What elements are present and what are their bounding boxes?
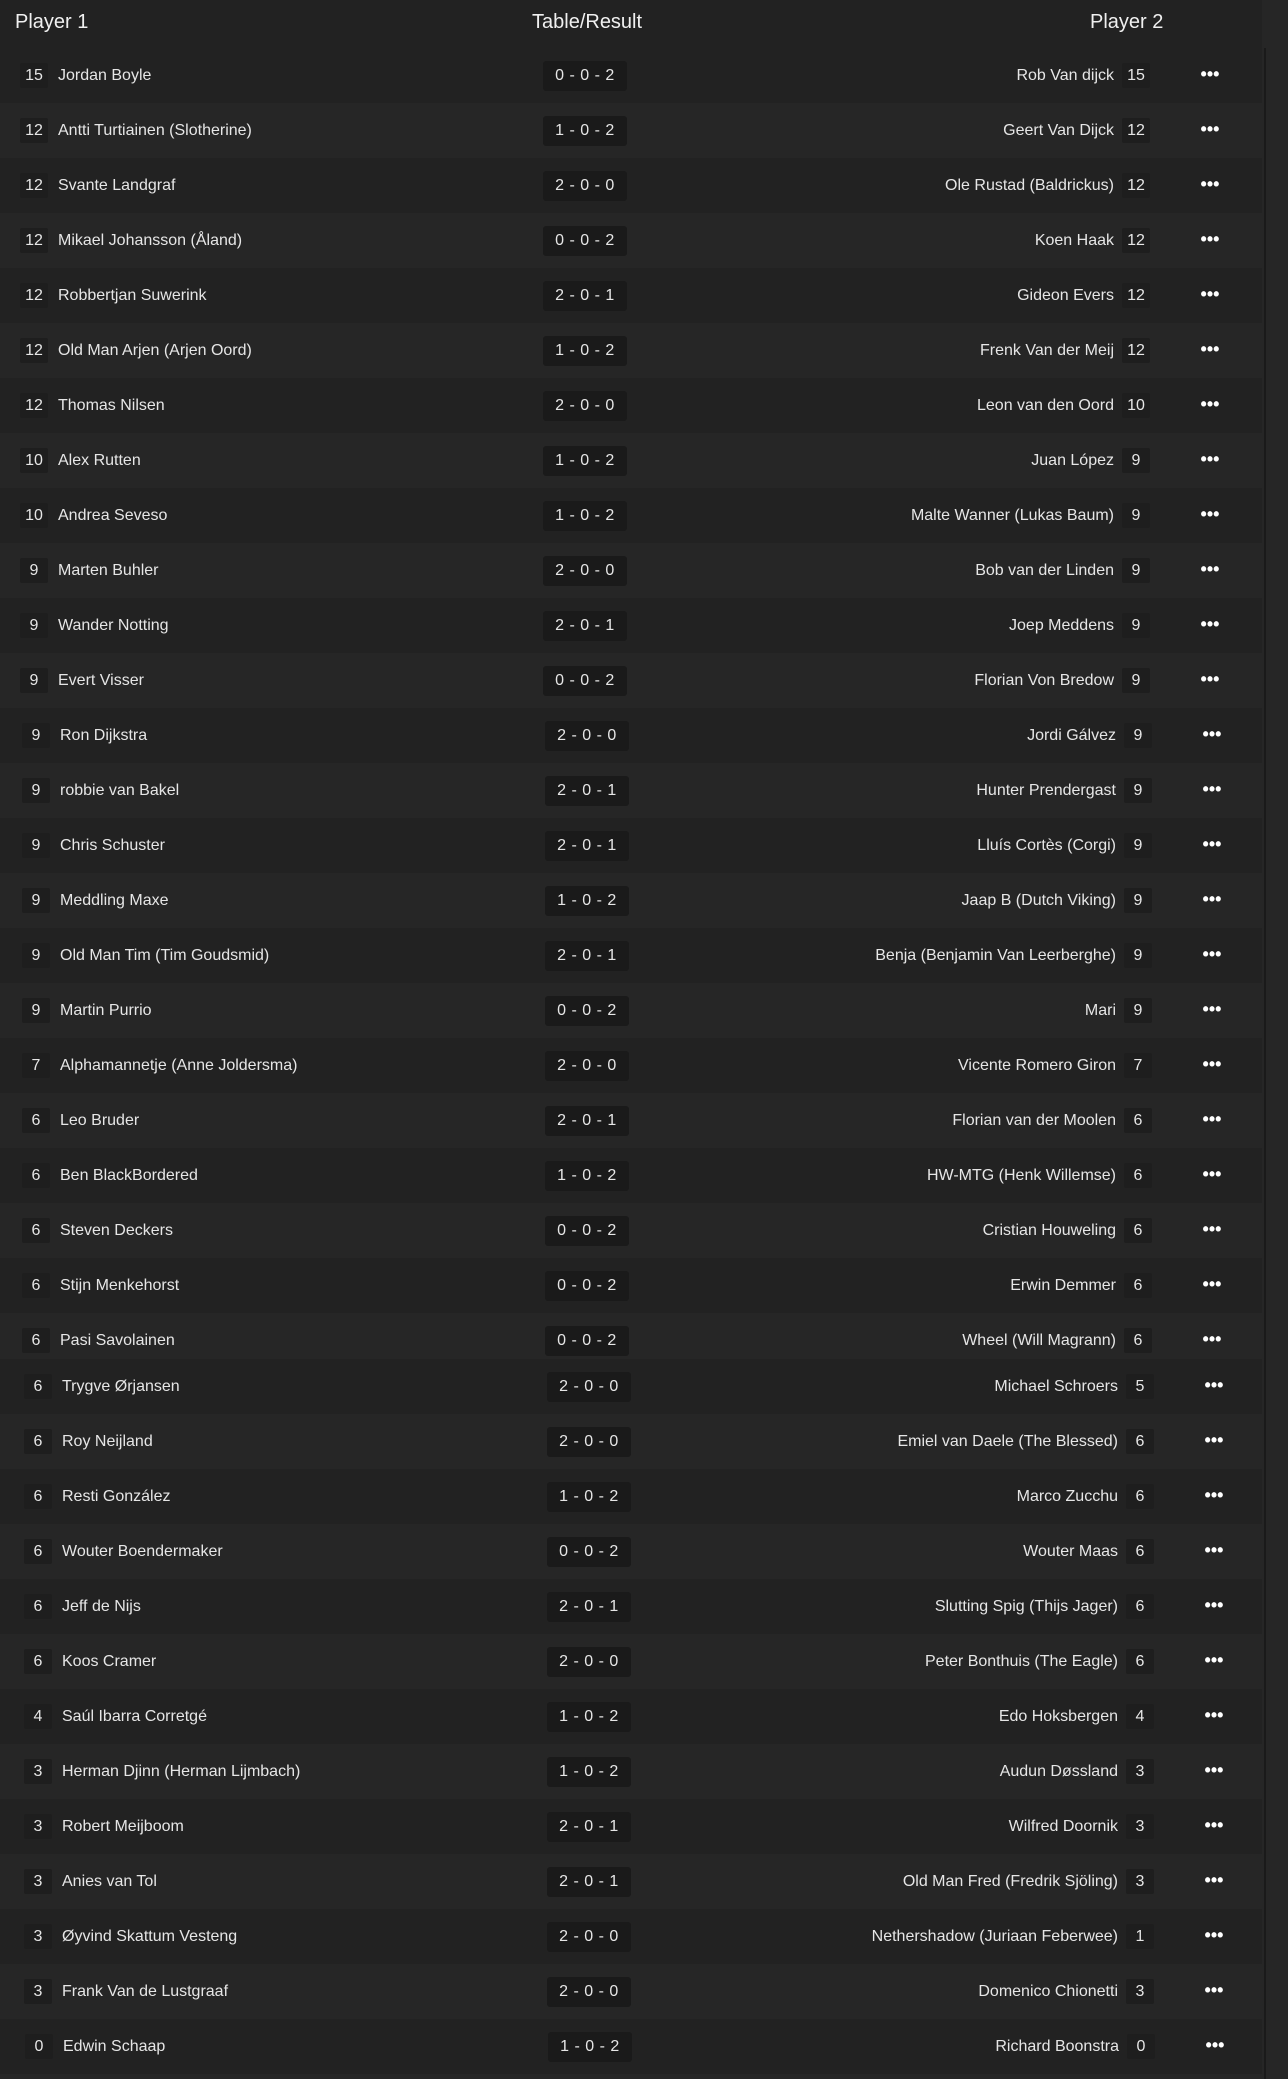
player2-name: Geert Van Dijck bbox=[1003, 122, 1114, 139]
more-options-icon[interactable]: ••• bbox=[1204, 1430, 1224, 1450]
match-result: 1 - 0 - 2 bbox=[545, 1161, 629, 1191]
table-row bbox=[0, 1634, 1262, 1689]
match-result: 2 - 0 - 0 bbox=[547, 1922, 631, 1952]
player2-points: 1 bbox=[1126, 1924, 1154, 1949]
player2-points: 6 bbox=[1124, 1328, 1152, 1353]
match-result: 1 - 0 - 2 bbox=[543, 501, 627, 531]
player1-name: Koos Cramer bbox=[62, 1653, 157, 1670]
match-result: 2 - 0 - 1 bbox=[543, 611, 627, 641]
player2-name: Michael Schroers bbox=[994, 1378, 1118, 1395]
table-row bbox=[0, 378, 1262, 433]
table-row bbox=[0, 1744, 1262, 1799]
player2-name: Florian van der Moolen bbox=[952, 1112, 1116, 1129]
player1-points: 10 bbox=[20, 503, 48, 528]
player2-name: Marco Zucchu bbox=[1016, 1488, 1118, 1505]
table-row bbox=[0, 48, 1262, 103]
player1-points: 6 bbox=[24, 1594, 52, 1619]
table-row bbox=[0, 873, 1262, 928]
player1-name: Wander Notting bbox=[58, 617, 169, 634]
player1-name: Old Man Arjen (Arjen Oord) bbox=[58, 342, 252, 359]
match-result: 2 - 0 - 1 bbox=[545, 941, 629, 971]
player1-name: Anies van Tol bbox=[62, 1873, 157, 1890]
player2-name: Ole Rustad (Baldrickus) bbox=[945, 177, 1114, 194]
player1-name: Alphamannetje (Anne Joldersma) bbox=[60, 1057, 298, 1074]
match-result: 2 - 0 - 0 bbox=[547, 1647, 631, 1677]
player1-points: 3 bbox=[24, 1979, 52, 2004]
player1-name: Martin Purrio bbox=[60, 1002, 152, 1019]
player2-points: 9 bbox=[1122, 503, 1150, 528]
player2-name: Lluís Cortès (Corgi) bbox=[977, 837, 1116, 854]
player2-name: Emiel van Daele (The Blessed) bbox=[897, 1433, 1118, 1450]
player1-points: 10 bbox=[20, 448, 48, 473]
pairings-section bbox=[0, 708, 1262, 1368]
table-row bbox=[0, 1203, 1262, 1258]
player2-name: Audun Døssland bbox=[999, 1763, 1118, 1780]
more-options-icon[interactable]: ••• bbox=[1200, 394, 1220, 414]
player2-points: 6 bbox=[1126, 1649, 1154, 1674]
match-result: 0 - 0 - 2 bbox=[543, 666, 627, 696]
player2-name: Old Man Fred (Fredrik Sjöling) bbox=[902, 1873, 1118, 1890]
player1-name: Stijn Menkehorst bbox=[60, 1277, 180, 1294]
more-options-icon[interactable]: ••• bbox=[1200, 449, 1220, 469]
player1-name: Ben BlackBordered bbox=[60, 1167, 198, 1184]
player1-name: Thomas Nilsen bbox=[58, 397, 165, 414]
player2-points: 7 bbox=[1124, 1053, 1152, 1078]
table-row bbox=[0, 818, 1262, 873]
table-row bbox=[0, 1148, 1262, 1203]
player1-points: 6 bbox=[24, 1539, 52, 1564]
player1-name: Mikael Johansson (Åland) bbox=[58, 232, 243, 249]
more-options-icon[interactable]: ••• bbox=[1200, 284, 1220, 304]
player1-points: 9 bbox=[22, 888, 50, 913]
table-row bbox=[0, 1689, 1262, 1744]
player2-name: Jaap B (Dutch Viking) bbox=[961, 892, 1116, 909]
table-row bbox=[0, 268, 1262, 323]
player1-name: robbie van Bakel bbox=[60, 782, 180, 799]
player1-points: 6 bbox=[22, 1273, 50, 1298]
player2-points: 9 bbox=[1124, 723, 1152, 748]
player1-points: 3 bbox=[24, 1814, 52, 1839]
more-options-icon[interactable]: ••• bbox=[1204, 1815, 1224, 1835]
player2-points: 12 bbox=[1122, 283, 1150, 308]
table-row bbox=[0, 708, 1262, 763]
match-result: 2 - 0 - 1 bbox=[545, 831, 629, 861]
more-options-icon[interactable]: ••• bbox=[1204, 1760, 1224, 1780]
match-result: 2 - 0 - 0 bbox=[543, 171, 627, 201]
player2-points: 6 bbox=[1124, 1218, 1152, 1243]
player2-points: 6 bbox=[1124, 1273, 1152, 1298]
more-options-icon[interactable]: ••• bbox=[1202, 944, 1222, 964]
table-row bbox=[0, 653, 1262, 708]
player1-points: 6 bbox=[22, 1218, 50, 1243]
more-options-icon[interactable]: ••• bbox=[1202, 724, 1222, 744]
player1-name: Herman Djinn (Herman Lijmbach) bbox=[62, 1763, 301, 1780]
match-result: 1 - 0 - 2 bbox=[548, 2032, 632, 2062]
player2-points: 15 bbox=[1122, 63, 1150, 88]
player1-points: 9 bbox=[20, 613, 48, 638]
player1-name: Old Man Tim (Tim Goudsmid) bbox=[60, 947, 270, 964]
more-options-icon[interactable]: ••• bbox=[1204, 1705, 1224, 1725]
match-result: 2 - 0 - 0 bbox=[547, 1977, 631, 2007]
player2-name: Koen Haak bbox=[1034, 232, 1114, 249]
table-row bbox=[0, 213, 1262, 268]
player1-points: 6 bbox=[24, 1374, 52, 1399]
player1-points: 9 bbox=[22, 998, 50, 1023]
player2-points: 9 bbox=[1124, 778, 1152, 803]
player2-name: Wouter Maas bbox=[1023, 1543, 1118, 1560]
match-result: 2 - 0 - 1 bbox=[547, 1812, 631, 1842]
player1-points: 4 bbox=[24, 1704, 52, 1729]
player2-name: Slutting Spig (Thijs Jager) bbox=[934, 1598, 1118, 1615]
player1-name: Trygve Ørjansen bbox=[62, 1378, 180, 1395]
match-result: 0 - 0 - 2 bbox=[543, 226, 627, 256]
more-options-icon[interactable]: ••• bbox=[1200, 339, 1220, 359]
table-row bbox=[0, 1469, 1262, 1524]
more-options-icon[interactable]: ••• bbox=[1202, 1274, 1222, 1294]
pairings-section bbox=[0, 48, 1262, 708]
table-row bbox=[0, 433, 1262, 488]
player1-points: 6 bbox=[24, 1484, 52, 1509]
more-options-icon[interactable]: ••• bbox=[1204, 1485, 1224, 1505]
match-result: 0 - 0 - 2 bbox=[545, 1271, 629, 1301]
player1-name: Svante Landgraf bbox=[58, 177, 176, 194]
table-row bbox=[0, 983, 1262, 1038]
more-options-icon[interactable]: ••• bbox=[1200, 119, 1220, 139]
player2-name: Richard Boonstra bbox=[995, 2038, 1119, 2055]
player1-points: 6 bbox=[22, 1328, 50, 1353]
player1-name: Marten Buhler bbox=[58, 562, 159, 579]
more-options-icon[interactable]: ••• bbox=[1202, 834, 1222, 854]
match-result: 2 - 0 - 1 bbox=[545, 1106, 629, 1136]
player1-name: Alex Rutten bbox=[58, 452, 141, 469]
player2-name: Bob van der Linden bbox=[975, 562, 1114, 579]
player1-name: Edwin Schaap bbox=[63, 2038, 166, 2055]
pairings-section bbox=[0, 2019, 1262, 2079]
table-row bbox=[0, 1038, 1262, 1093]
player2-name: Nethershadow (Juriaan Feberwee) bbox=[871, 1928, 1118, 1945]
player2-points: 10 bbox=[1122, 393, 1150, 418]
more-options-icon[interactable]: ••• bbox=[1202, 779, 1222, 799]
player2-name: Frenk Van der Meij bbox=[980, 342, 1114, 359]
table-row bbox=[0, 158, 1262, 213]
player2-points: 0 bbox=[1127, 2034, 1155, 2059]
table-row bbox=[0, 2019, 1262, 2074]
table-row bbox=[0, 928, 1262, 983]
player2-name: HW-MTG (Henk Willemse) bbox=[926, 1167, 1116, 1184]
match-result: 1 - 0 - 2 bbox=[547, 1702, 631, 1732]
match-result: 2 - 0 - 0 bbox=[543, 556, 627, 586]
player1-points: 6 bbox=[22, 1108, 50, 1133]
player1-name: Roy Neijland bbox=[62, 1433, 153, 1450]
player1-name: Antti Turtiainen (Slotherine) bbox=[58, 122, 252, 139]
table-row bbox=[0, 488, 1262, 543]
table-row bbox=[0, 1258, 1262, 1313]
player2-name: Gideon Evers bbox=[1017, 287, 1114, 304]
player2-points: 6 bbox=[1126, 1484, 1154, 1509]
player2-name: Joep Meddens bbox=[1009, 617, 1114, 634]
player2-points: 5 bbox=[1126, 1374, 1154, 1399]
player2-name: Florian Von Bredow bbox=[974, 672, 1114, 689]
player2-name: Erwin Demmer bbox=[1010, 1277, 1116, 1294]
match-result: 2 - 0 - 0 bbox=[545, 721, 629, 751]
player1-points: 3 bbox=[24, 1759, 52, 1784]
table-header bbox=[0, 0, 1262, 48]
player1-name: Saúl Ibarra Corretgé bbox=[62, 1708, 207, 1725]
player2-name: Peter Bonthuis (The Eagle) bbox=[925, 1653, 1118, 1670]
table-row bbox=[0, 1579, 1262, 1634]
table-row bbox=[0, 1524, 1262, 1579]
player1-points: 12 bbox=[20, 338, 48, 363]
player2-points: 6 bbox=[1126, 1429, 1154, 1454]
player2-name: Wilfred Doornik bbox=[1008, 1818, 1118, 1835]
player1-name: Steven Deckers bbox=[60, 1222, 173, 1239]
player1-points: 0 bbox=[25, 2034, 53, 2059]
player2-points: 6 bbox=[1126, 1594, 1154, 1619]
player2-points: 9 bbox=[1122, 448, 1150, 473]
player1-points: 9 bbox=[22, 943, 50, 968]
match-result: 1 - 0 - 2 bbox=[547, 1757, 631, 1787]
more-options-icon[interactable]: ••• bbox=[1204, 1540, 1224, 1560]
player1-name: Meddling Maxe bbox=[60, 892, 169, 909]
match-result: 2 - 0 - 0 bbox=[547, 1427, 631, 1457]
table-row bbox=[0, 763, 1262, 818]
table-row bbox=[0, 1414, 1262, 1469]
player2-name: Mari bbox=[1084, 1002, 1116, 1019]
player1-points: 9 bbox=[20, 668, 48, 693]
player1-points: 12 bbox=[20, 228, 48, 253]
player1-column-header: Player 1 bbox=[15, 11, 89, 33]
pairings-section bbox=[0, 1359, 1262, 2019]
player2-name: Wheel (Will Magrann) bbox=[962, 1332, 1116, 1349]
table-row bbox=[0, 1854, 1262, 1909]
player2-name: Edo Hoksbergen bbox=[998, 1708, 1118, 1725]
player1-name: Wouter Boendermaker bbox=[62, 1543, 223, 1560]
player2-name: Hunter Prendergast bbox=[976, 782, 1116, 799]
player1-name: Ron Dijkstra bbox=[60, 727, 148, 744]
player1-name: Leo Bruder bbox=[60, 1112, 140, 1129]
more-options-icon[interactable]: ••• bbox=[1204, 1925, 1224, 1945]
player2-points: 3 bbox=[1126, 1814, 1154, 1839]
table-row bbox=[0, 103, 1262, 158]
more-options-icon[interactable]: ••• bbox=[1200, 64, 1220, 84]
player1-name: Jeff de Nijs bbox=[62, 1598, 141, 1615]
player1-points: 7 bbox=[22, 1053, 50, 1078]
more-options-icon[interactable]: ••• bbox=[1202, 1164, 1222, 1184]
player1-name: Frank Van de Lustgraaf bbox=[62, 1983, 229, 2000]
player2-points: 12 bbox=[1122, 338, 1150, 363]
table-result-column-header: Table/Result bbox=[532, 11, 643, 33]
match-result: 2 - 0 - 1 bbox=[543, 281, 627, 311]
match-result: 0 - 0 - 2 bbox=[545, 996, 629, 1026]
more-options-icon[interactable]: ••• bbox=[1200, 504, 1220, 524]
player2-points: 12 bbox=[1122, 173, 1150, 198]
player1-points: 9 bbox=[20, 558, 48, 583]
player1-points: 9 bbox=[22, 778, 50, 803]
player2-name: Cristian Houweling bbox=[982, 1222, 1116, 1239]
table-row bbox=[0, 598, 1262, 653]
player2-name: Domenico Chionetti bbox=[978, 1983, 1118, 2000]
player2-points: 9 bbox=[1122, 668, 1150, 693]
more-options-icon[interactable]: ••• bbox=[1200, 669, 1220, 689]
player2-points: 6 bbox=[1126, 1539, 1154, 1564]
match-result: 1 - 0 - 2 bbox=[543, 446, 627, 476]
player1-points: 9 bbox=[22, 833, 50, 858]
more-options-icon[interactable]: ••• bbox=[1204, 1980, 1224, 2000]
player1-points: 12 bbox=[20, 283, 48, 308]
match-result: 0 - 0 - 2 bbox=[545, 1216, 629, 1246]
table-row bbox=[0, 1359, 1262, 1414]
player1-name: Øyvind Skattum Vesteng bbox=[62, 1928, 238, 1945]
player1-name: Pasi Savolainen bbox=[60, 1332, 175, 1349]
more-options-icon[interactable]: ••• bbox=[1204, 1870, 1224, 1890]
player2-points: 9 bbox=[1122, 558, 1150, 583]
player2-name: Leon van den Oord bbox=[977, 397, 1114, 414]
more-options-icon[interactable]: ••• bbox=[1202, 1329, 1222, 1349]
player2-points: 3 bbox=[1126, 1759, 1154, 1784]
more-options-icon[interactable]: ••• bbox=[1205, 2035, 1225, 2055]
match-result: 0 - 0 - 2 bbox=[545, 1326, 629, 1356]
player2-points: 6 bbox=[1124, 1108, 1152, 1133]
player1-name: Resti González bbox=[62, 1488, 171, 1505]
table-row bbox=[0, 323, 1262, 378]
player2-points: 9 bbox=[1124, 833, 1152, 858]
player1-name: Andrea Seveso bbox=[58, 507, 168, 524]
match-result: 2 - 0 - 1 bbox=[547, 1592, 631, 1622]
player2-name: Vicente Romero Giron bbox=[958, 1057, 1116, 1074]
player2-points: 9 bbox=[1124, 998, 1152, 1023]
match-result: 2 - 0 - 0 bbox=[545, 1051, 629, 1081]
player2-points: 4 bbox=[1126, 1704, 1154, 1729]
more-options-icon[interactable]: ••• bbox=[1204, 1595, 1224, 1615]
more-options-icon[interactable]: ••• bbox=[1202, 1109, 1222, 1129]
table-row bbox=[0, 543, 1262, 598]
table-row bbox=[0, 1909, 1262, 1964]
player2-name: Malte Wanner (Lukas Baum) bbox=[910, 507, 1114, 524]
player2-points: 9 bbox=[1122, 613, 1150, 638]
match-result: 2 - 0 - 1 bbox=[545, 776, 629, 806]
more-options-icon[interactable]: ••• bbox=[1202, 889, 1222, 909]
player1-points: 3 bbox=[24, 1869, 52, 1894]
player2-points: 9 bbox=[1124, 943, 1152, 968]
player1-points: 6 bbox=[24, 1649, 52, 1674]
more-options-icon[interactable]: ••• bbox=[1200, 559, 1220, 579]
match-result: 2 - 0 - 0 bbox=[547, 1372, 631, 1402]
player2-points: 6 bbox=[1124, 1163, 1152, 1188]
player2-points: 12 bbox=[1122, 228, 1150, 253]
player1-points: 15 bbox=[20, 63, 48, 88]
player1-points: 9 bbox=[22, 723, 50, 748]
more-options-icon[interactable]: ••• bbox=[1200, 229, 1220, 249]
player1-name: Robbertjan Suwerink bbox=[58, 287, 207, 304]
player1-points: 3 bbox=[24, 1924, 52, 1949]
more-options-icon[interactable]: ••• bbox=[1200, 174, 1220, 194]
more-options-icon[interactable]: ••• bbox=[1204, 1375, 1224, 1395]
more-options-icon[interactable]: ••• bbox=[1204, 1650, 1224, 1670]
player2-points: 3 bbox=[1126, 1869, 1154, 1894]
match-result: 1 - 0 - 2 bbox=[543, 336, 627, 366]
player2-name: Jordi Gálvez bbox=[1027, 727, 1116, 744]
player1-name: Chris Schuster bbox=[60, 837, 165, 854]
more-options-icon[interactable]: ••• bbox=[1200, 614, 1220, 634]
player2-name: Benja (Benjamin Van Leerberghe) bbox=[875, 947, 1116, 964]
match-result: 0 - 0 - 2 bbox=[543, 61, 627, 91]
match-result: 1 - 0 - 2 bbox=[543, 116, 627, 146]
player1-points: 12 bbox=[20, 393, 48, 418]
table-row bbox=[0, 1093, 1262, 1148]
match-result: 1 - 0 - 2 bbox=[545, 886, 629, 916]
match-result: 2 - 0 - 1 bbox=[547, 1867, 631, 1897]
player2-points: 12 bbox=[1122, 118, 1150, 143]
more-options-icon[interactable]: ••• bbox=[1202, 999, 1222, 1019]
player2-points: 3 bbox=[1126, 1979, 1154, 2004]
player2-name: Rob Van dijck bbox=[1016, 67, 1114, 84]
match-result: 2 - 0 - 0 bbox=[543, 391, 627, 421]
player2-name: Juan López bbox=[1031, 452, 1114, 469]
table-row bbox=[0, 1964, 1262, 2019]
more-options-icon[interactable]: ••• bbox=[1202, 1219, 1222, 1239]
match-result: 0 - 0 - 2 bbox=[547, 1537, 631, 1567]
player1-points: 6 bbox=[22, 1163, 50, 1188]
more-options-icon[interactable]: ••• bbox=[1202, 1054, 1222, 1074]
player1-name: Jordan Boyle bbox=[58, 67, 152, 84]
player1-points: 12 bbox=[20, 173, 48, 198]
player1-name: Robert Meijboom bbox=[62, 1818, 184, 1835]
player1-name: Evert Visser bbox=[58, 672, 144, 689]
player1-points: 12 bbox=[20, 118, 48, 143]
player1-points: 6 bbox=[24, 1429, 52, 1454]
match-result: 1 - 0 - 2 bbox=[547, 1482, 631, 1512]
player2-column-header: Player 2 bbox=[1090, 11, 1164, 33]
player2-points: 9 bbox=[1124, 888, 1152, 913]
table-row bbox=[0, 1799, 1262, 1854]
